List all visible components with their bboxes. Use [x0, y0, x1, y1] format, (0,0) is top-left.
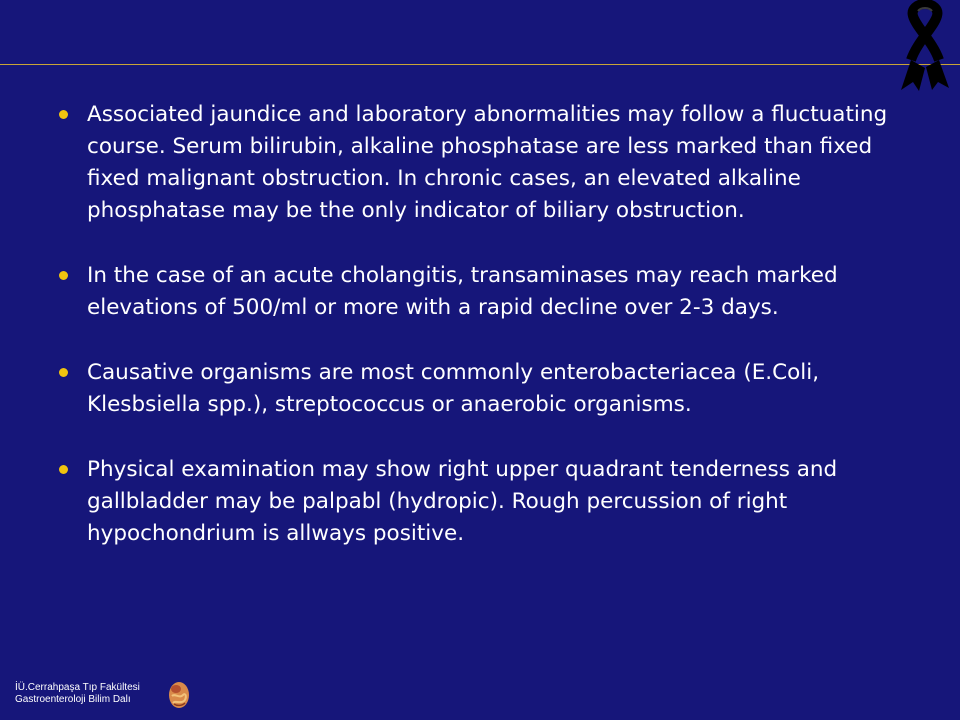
- bullet-item: [52, 357, 902, 421]
- bullet-text: Causative organisms are most commonly enterobacteriacea (E.Coli, Klesbsiella spp.), streptococcus or anaerobic organisms.: [87, 360, 820, 417]
- bullet-item: [52, 454, 902, 550]
- bullet-text: Physical examination may show right upper quadrant tenderness and gallbladder may be palpabl (hydropic). Rough percussion of right hypochondrium is allways positive.: [87, 457, 838, 546]
- bullet-list: [52, 99, 902, 583]
- bullet-text: Associated jaundice and laboratory abnormalities may follow a fluctuating course. Serum bilirubin, alkaline phosphatase are less marked than fixed fixed malignant obstruction. In chronic cases, an elevated alkaline phosphatase may be the only indicator of biliary obstruction.: [87, 102, 888, 223]
- bullet-item: [52, 99, 902, 227]
- digestive-system-logo-icon: [167, 680, 191, 710]
- bullet-dot-icon: [59, 110, 68, 119]
- bullet-text: In the case of an acute cholangitis, transaminases may reach marked elevations of 500/ml or more with a rapid decline over 2-3 days.: [87, 263, 838, 320]
- bullet-dot-icon: [59, 271, 68, 280]
- footer-line-department: Gastroenteroloji Bilim Dalı: [15, 694, 131, 705]
- bullet-dot-icon: [59, 465, 68, 474]
- header-divider: [0, 64, 960, 65]
- awareness-ribbon-icon: [893, 0, 957, 96]
- bullet-item: [52, 260, 902, 324]
- footer-line-faculty: İÜ.Cerrahpaşa Tıp Fakültesi: [15, 682, 140, 693]
- footer-institution: [15, 682, 140, 706]
- bullet-dot-icon: [59, 368, 68, 377]
